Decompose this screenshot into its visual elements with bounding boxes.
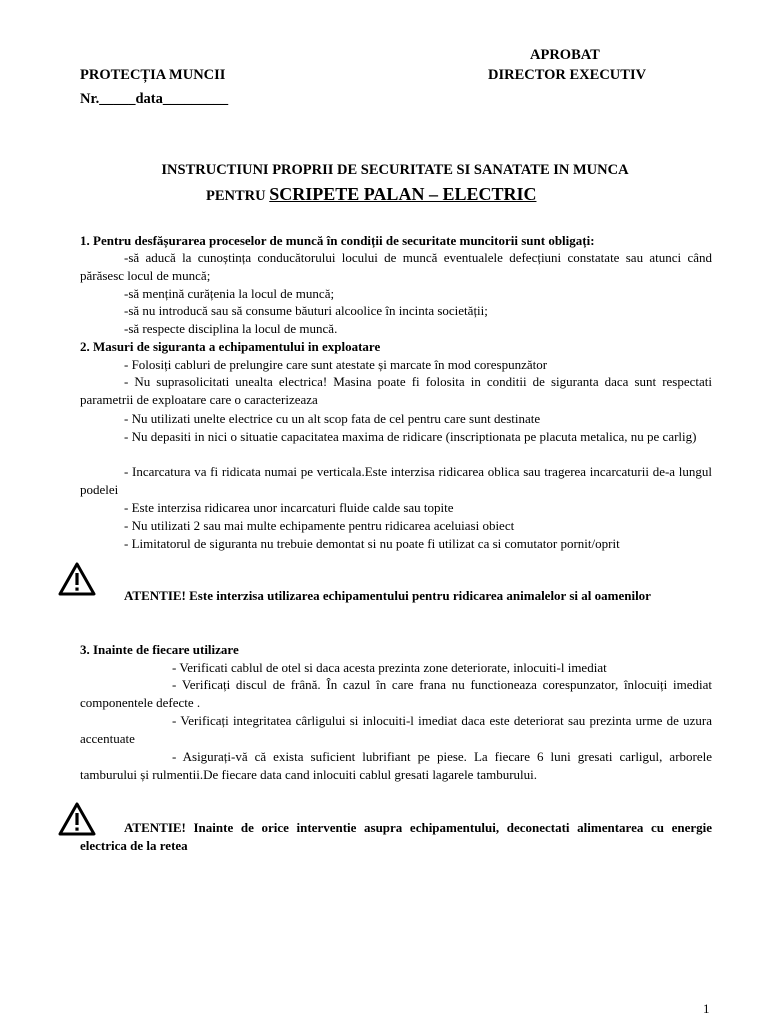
document-title: INSTRUCTIUNI PROPRII DE SECURITATE SI SANATATE IN MUNCA xyxy=(161,162,629,178)
department-title: PROTECȚIA MUNCII xyxy=(80,67,226,83)
section2-item: - Incarcatura va fi ridicata numai pe verticala.Este interzisa ridicarea oblica sau tragerea incarcaturii de-a lungul podelei xyxy=(80,464,712,497)
director-label: DIRECTOR EXECUTIV xyxy=(488,67,647,83)
section2-item: - Nu suprasolicitati unealta electrica! Masina poate fi folosita in conditii de siguranta daca sunt respectati parametrii de exploatare care o caracterizeaza xyxy=(80,374,712,407)
section3-item: - Asigurați-vă că exista suficient lubrifiant pe piese. La fiecare 6 luni gresati carligul, arborele tamburului și rulmentii.De fiecare data cand inlocuiti cablul gresati lagarele tamburului. xyxy=(80,749,712,782)
page-number: 1 xyxy=(703,1001,710,1016)
section2-item: - Este interzisa ridicarea unor incarcaturi fluide calde sau topite xyxy=(124,500,454,515)
section1-item: -să aducă la cunoștința conducătorului locului de muncă eventualele defecțiuni constatate sau atunci când părăsesc locul de muncă; xyxy=(80,250,712,283)
section2-heading: 2. Masuri de siguranta a echipamentului in exploatare xyxy=(80,339,381,354)
section3-item: - Verificati cablul de otel si daca acesta prezinta zone deteriorate, inlocuiti-l imediat xyxy=(172,660,607,675)
section1-heading: 1. Pentru desfășurarea proceselor de muncă în condiții de securitate muncitorii sunt obligați: xyxy=(80,233,595,248)
section2-item: - Folosiți cabluri de prelungire care sunt atestate și marcate în mod corespunzător xyxy=(124,357,548,372)
approved-label: APROBAT xyxy=(530,47,600,63)
section3-item: - Verificați integritatea cârligului si inlocuiti-l imediat daca este deteriorat sau prezinta urme de uzura accentuate xyxy=(80,713,712,746)
section2-item: - Nu utilizati unelte electrice cu un alt scop fata de cel pentru care sunt destinate xyxy=(124,411,541,426)
number-date-line: Nr._____data_________ xyxy=(80,91,229,107)
equipment-name: SCRIPETE PALAN – ELECTRIC xyxy=(269,184,537,204)
section2-item: - Limitatorul de siguranta nu trebuie demontat si nu poate fi utilizat ca si comutator pornit/oprit xyxy=(124,536,620,551)
section2-item: - Nu depasiti in nici o situatie capacitatea maxima de ridicare (inscriptionata pe placuta metalica, nu pe carlig) xyxy=(124,429,697,444)
section1-item: -să respecte disciplina la locul de muncă. xyxy=(124,321,338,336)
subtitle-prefix: PENTRU xyxy=(206,188,266,204)
section1-item: -să mențină curățenia la locul de muncă; xyxy=(124,286,335,301)
section3-item: - Verificați discul de frână. În cazul în care frana nu functioneaza corespunzator, înlocuiți imediat componentele defecte . xyxy=(80,677,712,710)
section3-heading: 3. Inainte de fiecare utilizare xyxy=(80,642,239,657)
document-subtitle xyxy=(206,186,536,206)
section1-item: -să nu introducă sau să consume băuturi alcoolice în incinta societății; xyxy=(124,303,488,318)
warning-lifting-people: ATENTIE! Este interzisa utilizarea echipamentului pentru ridicarea animalelor si al oamenilor xyxy=(124,588,651,603)
section2-item: - Nu utilizati 2 sau mai multe echipamente pentru ridicarea aceluiasi obiect xyxy=(124,518,515,533)
warning-disconnect-power: ATENTIE! Inainte de orice interventie asupra echipamentului, deconectati alimentarea cu energie electrica de la retea xyxy=(80,820,712,853)
